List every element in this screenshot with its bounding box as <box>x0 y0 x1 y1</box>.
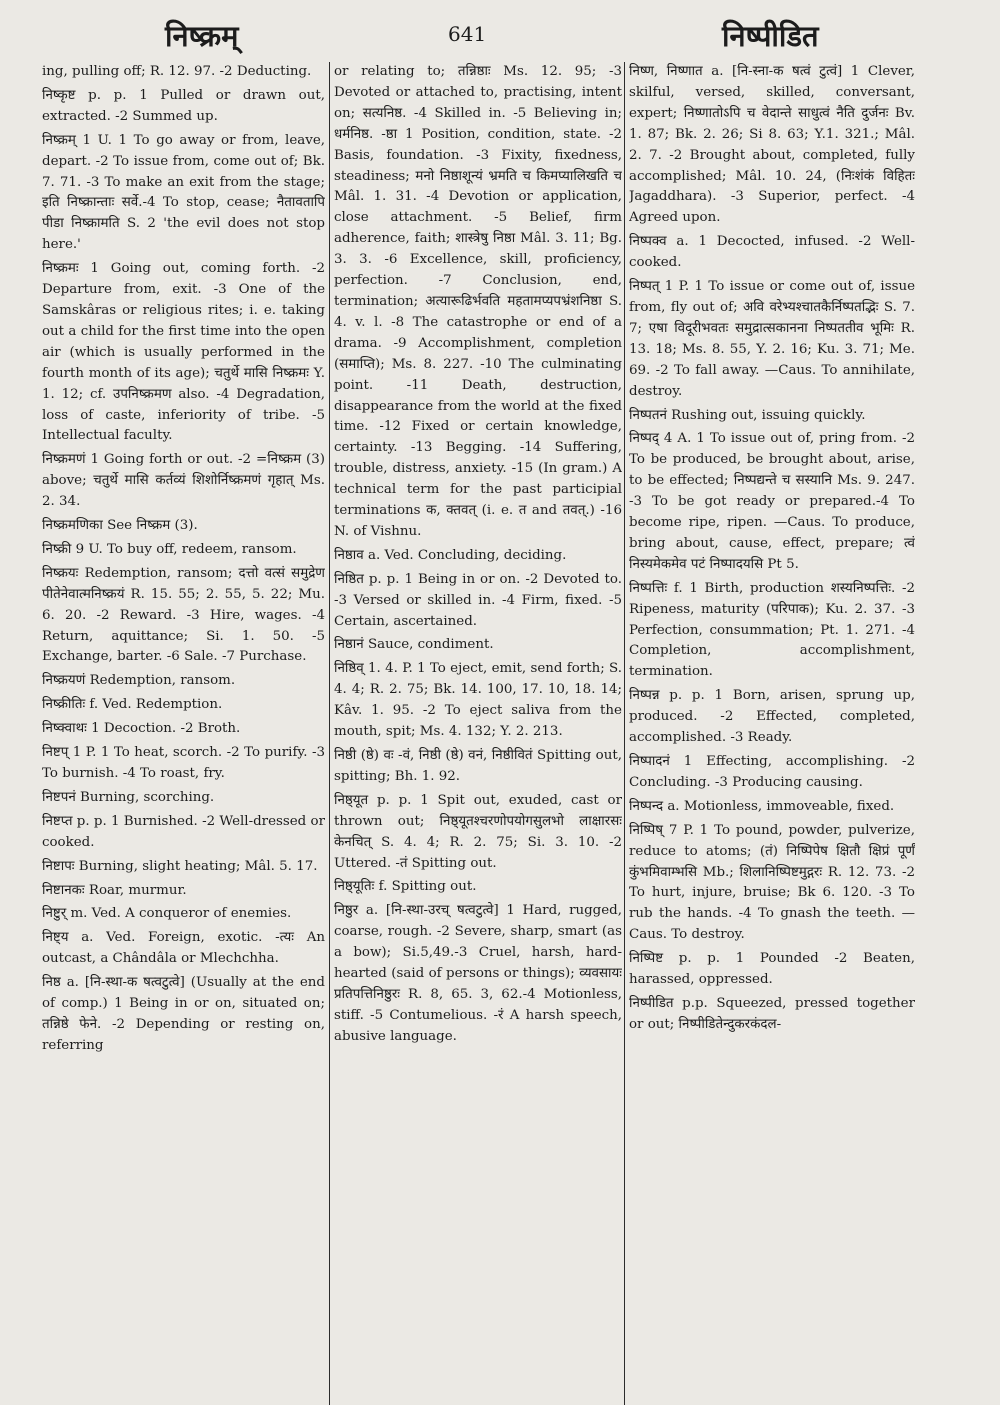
entry: निष्ठानं Sauce, condiment. <box>334 637 494 653</box>
entry: निष्पन्न p. p. 1 Born, arisen, sprung up, produced. -2 Effected, completed, accomplished. -3 Ready. <box>629 688 915 746</box>
entry: निष्पत्तिः f. 1 Birth, production शस्यनिष्पत्तिः. -2 Ripeness, maturity (परिपाक); Ku. 2. 37. -3 Perfection, consummation; Pt. 1. 271. -4 Completion, accomplishment, termination. <box>629 580 915 680</box>
entry: निष्पिष्ट p. p. 1 Pounded -2 Beaten, harassed, oppressed. <box>629 951 915 988</box>
entry: निष्क्रयः Redemption, ransom; दत्तो वत्सं समुद्रेण पीतेनेवात्मनिष्क्रयं R. 15. 55; 2. 55, 5. 22; Mu. 6. 20. -2 Reward. -3 Hire, wages. -4 Return, aquittance; Si. 1. 50. -5 Exchange, barter. -6 Sale. -7 Purchase. <box>42 565 325 665</box>
entry: निष्क्रमः 1 Going out, coming forth. -2 Departure from, exit. -3 One of the Samskâras or religious rites; i. e. taking out a child for the first time into the open air (which is usually performed in the fourth month of its age); चतुर्थे मासि निष्क्रमः Y. 1. 12; cf. उपनिष्क्रमण also. -4 Degradation, loss of caste, inferiority of tribe. -5 Intellectual faculty. <box>42 261 325 444</box>
column-3 <box>629 62 915 1402</box>
entry: निष्ठ्यूतिः f. Spitting out. <box>334 879 477 895</box>
entry: निष्ठित p. p. 1 Being in or on. -2 Devoted to. -3 Versed or skilled in. -4 Firm, fixed. -5 Certain, ascertained. <box>334 571 622 629</box>
left-running-headword: निष्क्रम् <box>165 19 239 53</box>
entry: निष्ठी (ष्ठे) वः -वं, निष्ठी (ष्ठे) वनं, निष्ठीवितं Spitting out, spitting; Bh. 1. 92. <box>334 748 622 784</box>
entry: निष्ठ्यूत p. p. 1 Spit out, exuded, cast or thrown out; निष्ठ्यूतश्चरणोपयोगसुलभो लाक्षारसः केनचित् S. 4. 4; R. 2. 75; Si. 3. 10. -2 Uttered. -तं Spitting out. <box>334 792 622 871</box>
column-2 <box>334 62 622 1402</box>
entry: ing, pulling off; R. 12. 97. -2 Deducting. <box>42 64 312 79</box>
column-rule-1 <box>329 62 330 1405</box>
right-running-headword: निष्पीडित <box>722 19 819 53</box>
entry: निष्क्रमणं 1 Going forth or out. -2 =निष्क्रम (3) above; चतुर्थे मासि कर्तव्यं शिशोर्निष्क्रमणं गृहात् Ms. 2. 34. <box>42 452 325 510</box>
entry: निष्क्वाथः 1 Decoction. -2 Broth. <box>42 721 241 737</box>
page-number: 641 <box>448 22 487 46</box>
entry: निष्टप्त p. p. 1 Burnished. -2 Well-dressed or cooked. <box>42 813 325 850</box>
entry: निष्पत् 1 P. 1 To issue or come out of, issue from, fly out of; अवि वरेभ्यश्चातकैर्निष्पतद्भिः S. 7. 7; एषा विदूरीभवतः समुद्रात्सकानना निष्पततीव भूमिः R. 13. 18; Ms. 8. 55, Y. 2. 16; Ku. 3. 71; Me. 69. -2 To fall away. —Caus. To annihilate, destroy. <box>629 279 915 399</box>
entry: निष्टानकः Roar, murmur. <box>42 882 187 898</box>
entry: निष्ठाव a. Ved. Concluding, deciding. <box>334 547 567 563</box>
column-1 <box>42 62 325 1402</box>
page-header <box>0 0 1000 62</box>
entry: निष्पतनं Rushing out, issuing quickly. <box>629 407 866 423</box>
entry: निष्टप् 1 P. 1 To heat, scorch. -2 To purify. -3 To burnish. -4 To roast, fry. <box>42 745 325 781</box>
entry: निष्ठिव् 1. 4. P. 1 To eject, emit, send forth; S. 4. 4; R. 2. 75; Bk. 14. 100, 17. 10, 18. 14; Kâv. 1. 95. -2 To eject saliva from the mouth, spit; Ms. 4. 132; Y. 2. 213. <box>334 661 622 740</box>
entry: निष्पिष् 7 P. 1 To pound, powder, pulverize, reduce to atoms; (तं) निष्पिपेष क्षितौ क्षिप्रं पूर्णं कुंभमिवाम्भसि Mb.; शिलानिष्पिष्टमुद्गरः R. 12. 73. -2 To hurt, injure, bruise; Bk 6. 120. -3 To rub the hands. -4 To gnash the teeth. —Caus. To destroy. <box>629 822 915 943</box>
entry: निष्टापः Burning, slight heating; Mâl. 5. 17. <box>42 858 318 874</box>
entry: निष्पक्व a. 1 Decocted, infused. -2 Well-cooked. <box>629 234 915 271</box>
entry: निष्क्री 9 U. To buy off, redeem, ransom. <box>42 541 297 557</box>
entry: निष्टुर् m. Ved. A conqueror of enemies. <box>42 906 292 922</box>
entry: or relating to; तन्निष्ठाः Ms. 12. 95; -3 Devoted or attached to, practising, intent on; सत्यनिष्ठ. -4 Skilled in. -5 Believing in; धर्मनिष्ठ. -ष्ठा 1 Position, condition, state. -2 Basis, foundation. -3 Fixity, fixedness, steadiness; मनो निष्ठाशून्यं भ्रमति च किमप्यालिखति च Mâl. 1. 31. -4 Devotion or application, close attachment. -5 Belief, firm adherence, faith; शास्त्रेषु निष्ठा Mâl. 3. 11; Bg. 3. 3. -6 Excellence, skill, proficiency, perfection. -7 Conclusion, end, termination; अत्यारूढिर्भवति महतामप्यपभ्रंशनिष्ठा S. 4. v. l. -8 The catastrophe or end of a drama. -9 Accomplishment, completion (समाप्ति); Ms. 8. 227. -10 The culminating point. -11 Death, destruction, disappearance from the world at the fixed time. -12 Fixed or certain knowledge, certainty. -13 Begging. -14 Suffering, trouble, distress, anxiety. -15 (In gram.) A technical term for the past participial terminations क, क्तवत् (i. e. त and तवत्.) -16 N. of Vishnu. <box>334 64 622 539</box>
entry: निष्ण, निष्णात a. [नि-स्ना-क षत्वं टुत्वं] 1 Clever, skilful, versed, skilled, conversant, expert; निष्णातोऽपि च वेदान्ते साधुत्वं नैति दुर्जनः Bv. 1. 87; Bk. 2. 26; Si 8. 63; Y.1. 321.; Mâl. 2. 7. -2 Brought about, completed, fully accomplished; Mâl. 10. 24, (निःशंकं विहितः Jagaddhara). -3 Superior, perfect. -4 Agreed upon. <box>629 64 915 226</box>
entry: निष्पद् 4 A. 1 To issue out of, pring from. -2 To be produced, be brought about, arise, to be effected; निष्पद्यन्ते च सस्यानि Ms. 9. 247. -3 To be got ready or prepared.-4 To become ripe, ripen. —Caus. To produce, bring about, cause, effect, prepare; त्वं निस्यमेकमेव पटं निष्पादयसि Pt 5. <box>629 431 915 572</box>
entry: निष्कृष्ट p. p. 1 Pulled or drawn out, extracted. -2 Summed up. <box>42 87 325 124</box>
entry: निष्क्रमणिका See निष्क्रम (3). <box>42 518 198 534</box>
entry: निष्पीडित p.p. Squeezed, pressed together or out; निष्पीडितेन्दुकरकंदल- <box>629 995 915 1032</box>
entry: निष्टपनं Burning, scorching. <box>42 789 215 805</box>
entry: निष्क्रम् 1 U. 1 To go away or from, leave, depart. -2 To issue from, come out of; Bk. 7. 71. -3 To make an exit from the stage; इति निष्क्रान्ताः सर्वे.-4 To stop, cease; नैतावतापि पीडा निष्क्रामति S. 2 'the evil does not stop here.' <box>42 132 325 253</box>
entry: निष्क्रीतिः f. Ved. Redemption. <box>42 697 223 713</box>
entry: निष्क्रयणं Redemption, ransom. <box>42 673 236 689</box>
entry: निष्पन्द a. Motionless, immoveable, fixed. <box>629 798 895 814</box>
entry: निष्ट्य a. Ved. Foreign, exotic. -त्यः An outcast, a Chândâla or Mlechchha. <box>42 930 325 967</box>
entry: निष्ठ a. [नि-स्था-क षत्वटुत्वे] (Usually at the end of comp.) 1 Being in or on, situated on; तन्निष्ठे फेने. -2 Depending or resting on, referring <box>42 975 325 1053</box>
entry: निष्ठुर a. [नि-स्था-उरच् षत्वटुत्वे] 1 Hard, rugged, coarse, rough. -2 Severe, sharp, smart (as a bow); Si.5,49.-3 Cruel, harsh, hard-hearted (said of persons or things); व्यवसायः प्रतिपत्तिनिष्ठुरः R. 8, 65. 3, 62.-4 Motionless, stiff. -5 Contumelious. -रं A harsh speech, abusive language. <box>334 903 622 1044</box>
entry: निष्पादनं 1 Effecting, accomplishing. -2 Concluding. -3 Producing causing. <box>629 754 915 790</box>
column-rule-2 <box>624 62 625 1405</box>
